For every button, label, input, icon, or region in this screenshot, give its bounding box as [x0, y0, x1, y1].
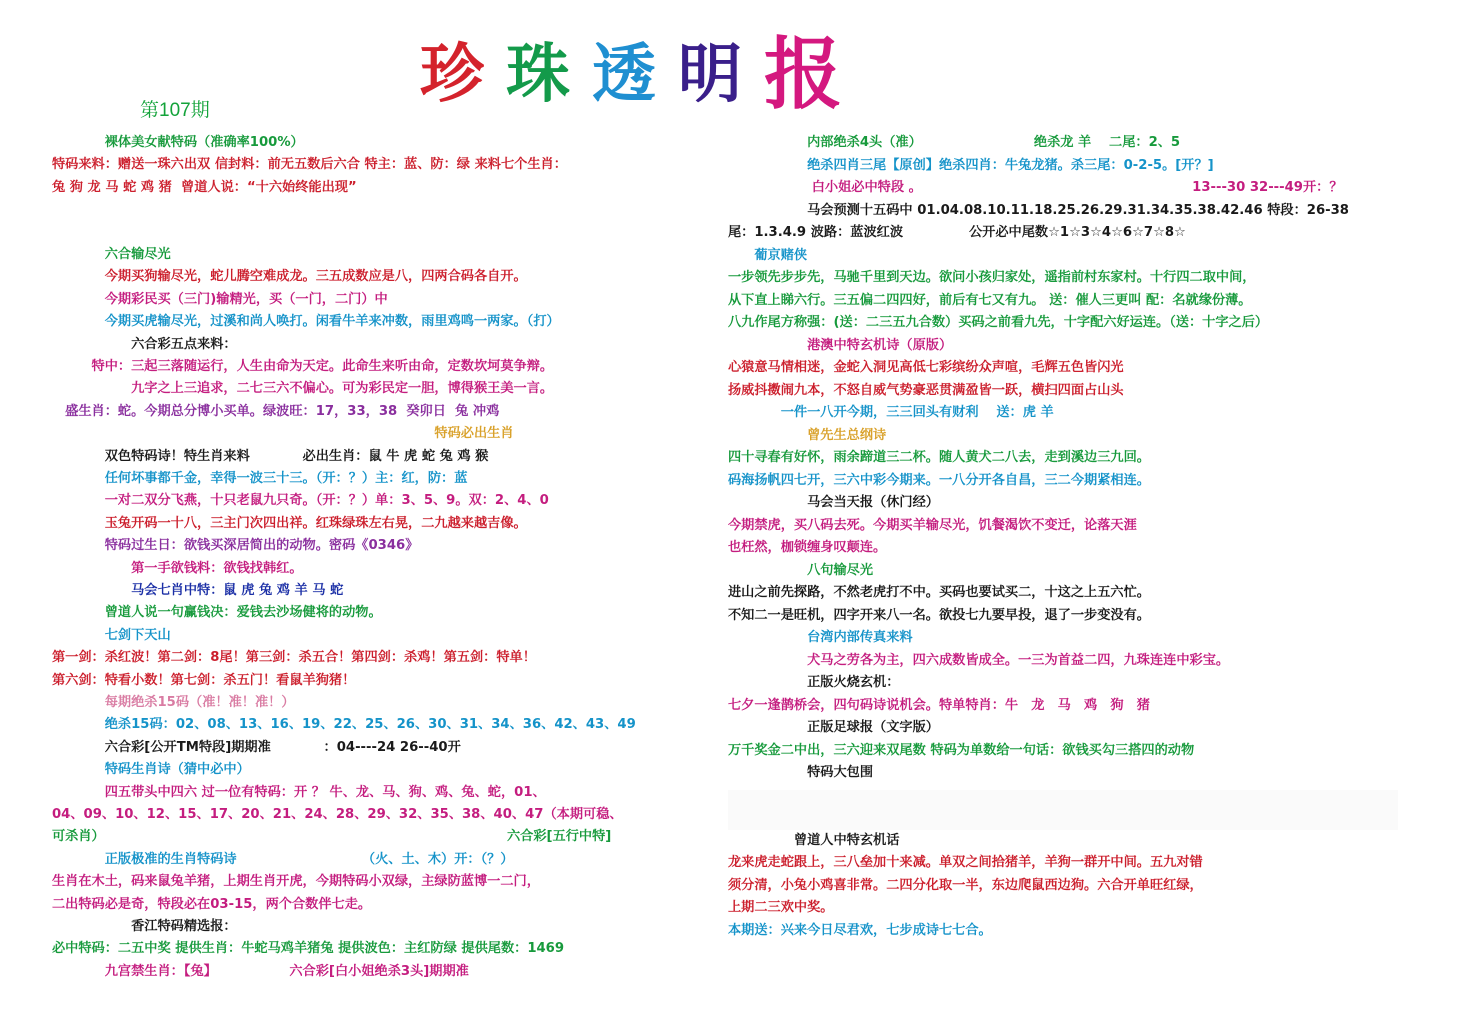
right-text-line: 葡京赌侠: [728, 247, 808, 263]
left-text-line: 九字之上三追求，二七三六不偏心。可为彩民定一胆，博得猴王美一言。: [52, 381, 554, 397]
left-text-line: 特码必出生肖: [52, 426, 514, 442]
blank-band: [728, 790, 1398, 830]
right-text-line: 特码大包围: [728, 765, 874, 780]
left-text-line: 七剑下天山: [52, 627, 171, 643]
left-text-line: 可杀肖） 六合彩[五行中特]: [52, 829, 612, 845]
right-text-line: 八句输尽光: [728, 562, 874, 578]
right-text-line: 曾先生总纲诗: [728, 427, 887, 443]
left-text-line: 今期买狗输尽光，蛇儿腾空难成龙。三五成数应是八，四两合码各自开。: [52, 269, 527, 285]
left-text-line: 六合彩[公开TM特段]期期准 ：04----24 26--40开: [52, 739, 461, 755]
left-text-line: 必中特码：二五中奖 提供生肖：牛蛇马鸡羊猪兔 提供波色：主红防绿 提供尾数：1469: [52, 941, 565, 957]
right-text-line: 白小姐必中特段 。 13---30 32---49开：？: [728, 180, 1343, 195]
right-text-line: 本期送：兴来今日尽君欢，七步成诗七七合。: [728, 922, 992, 938]
left-text-line: 四五带头中四六 过一位有特码：开 ？ 牛、龙、马、狗、鸡、兔、蛇，01、: [52, 784, 546, 800]
left-text-line: 特码生肖诗（猜中必中）: [52, 762, 250, 778]
left-text-line: 绝杀15码：02、08、13、16、19、22、25、26、30、31、34、36、42、43、49: [52, 717, 636, 733]
left-text-line: 盛生肖：蛇。今期总分博小买单。绿波旺：17，33，38 癸卯日 兔 冲鸡: [52, 403, 500, 419]
left-text-line: 生肖在木土，码来鼠兔羊猪，上期生肖开虎，今期特码小双绿，主绿防蓝博一二门，: [52, 874, 540, 890]
left-text-line: 特码过生日：欲钱买深居简出的动物。密码《0346》: [52, 538, 419, 554]
left-text-line: 双色特码诗！特生肖来料 必出生肖：鼠 牛 虎 蛇 兔 鸡 猴: [52, 448, 489, 464]
right-text-line: 从下直上睇六行。三五偏二四四好，前后有七又有九。 送：催人三更叫 配：名就缘份薄。: [728, 292, 1252, 308]
left-text-line: 曾道人说一句赢钱决：爱钱去沙场健将的动物。: [52, 605, 382, 621]
left-text-line: 九宫禁生肖：【兔】 六合彩[白小姐绝杀3头]期期准: [52, 963, 469, 979]
right-text-line: 内部绝杀4头（准） 绝杀龙 羊 二尾：2、5: [728, 135, 1181, 150]
right-text-line: 曾道人中特玄机话: [728, 832, 900, 848]
title-char-4: 明: [678, 37, 742, 112]
left-text-line: 香江特码精选报：: [52, 919, 237, 934]
left-text-line: 第一剑：杀红波！第二剑：8尾！第三剑：杀五合！第四剑：杀鸡！第五剑：特单！: [52, 650, 536, 666]
left-text-line: 今期彩民买（三门)输精光，买（一门，二门）中: [52, 291, 388, 307]
right-text-line: 也枉然，枷锁缠身叹颠连。: [728, 540, 887, 555]
left-text-line: 六合输尽光: [52, 247, 171, 262]
right-text-line: 码海扬帆四七开，三六中彩今期来。一八分开各自昌，三二今期紧相连。: [728, 472, 1150, 488]
title-char-5: 报: [764, 29, 843, 120]
left-text-line: 第一手欲钱料：欲钱找韩红。: [52, 560, 303, 576]
right-text-line: 进山之前先探路，不然老虎打不中。买码也要试买二，十这之上五六忙。: [728, 585, 1150, 600]
left-text-line: 裸体美女献特码（准确率100%）: [52, 135, 304, 150]
left-text-line: 第六剑：特看小数！第七剑：杀五门！看鼠羊狗猪！: [52, 672, 356, 688]
title-char-3: 透: [592, 37, 656, 112]
right-text-line: 须分清，小兔小鸡喜非常。二四分化取一半，东边爬鼠西边狗。六合开单旺红绿，: [728, 877, 1203, 893]
left-text-line: 特码来料：赠送一珠六出双 信封料：前无五数后六合 特主：蓝、防：绿 来料七个生肖：: [52, 157, 567, 173]
left-text-line: 玉兔开码一十八，三主门次四出祥。红珠绿珠左右晃，二九越来越吉像。: [52, 515, 527, 531]
masthead-title: [420, 30, 900, 120]
right-text-line: 马会预测十五码中 01.04.08.10.11.18.25.26.29.31.34.35.38.42.46 特段：26-38: [728, 202, 1349, 218]
left-text-line: 每期绝杀15码（准！准！准！）: [52, 695, 295, 710]
right-text-line: 尾：1.3.4.9 波路：蓝波红波 公开必中尾数☆1☆3☆4☆6☆7☆8☆: [728, 225, 1186, 240]
right-text-line: 今期禁虎，买八码去死。今期买羊输尽光，饥餐渴饮不变迁，论落天涯: [728, 517, 1137, 533]
right-text-line: 犬马之劳各为主，四六成数皆成全。一三为首益二四，九珠连连中彩宝。: [728, 652, 1230, 668]
left-text-line: 兔 狗 龙 马 蛇 鸡 猪 曾道人说：“十六始终能出现”: [52, 179, 357, 195]
left-text-line: 六合彩五点来料：: [52, 336, 237, 352]
left-text-line: 今期买虎输尽光，过溪和尚人唤打。闲看牛羊来冲数，雨里鸡鸣一两家。（打）: [52, 314, 560, 330]
title-char-2: 珠: [506, 37, 570, 112]
right-text-line: 一件一八开今期，三三回头有财利 送：虎 羊: [728, 405, 1054, 420]
right-text-line: 正版火烧玄机：: [728, 675, 900, 690]
left-text-line: 特中：三起三落随运行，人生由命为天定。此命生来听由命，定数坎坷莫争辩。: [52, 359, 554, 374]
left-text-line: 04、09、10、12、15、17、20、21、24、28、29、32、35、38、40、47（本期可稳、: [52, 807, 623, 822]
right-text-line: 港澳中特玄机诗（原版）: [728, 337, 953, 353]
right-text-line: 上期二三欢中奖。: [728, 900, 834, 915]
right-text-line: 正版足球报（文字版）: [728, 720, 939, 735]
left-text-line: 一对二双分飞燕，十只老鼠九只奇。（开：？）单：3、5、9。双：2、4、0: [52, 493, 549, 509]
left-text-line: 马会七肖中特：鼠 虎 兔 鸡 羊 马 蛇: [52, 583, 344, 598]
right-text-line: 八九作尾方称强：(送：二三五九合数）买码之前看九先，十字配六好运连。（送：十字之后）: [728, 315, 1269, 330]
right-text-line: 不知二一是旺机，四字开来八一名。欲投七九要早投，退了一步变没有。: [728, 607, 1150, 623]
left-text-line: 正版极准的生肖特码诗 （火、土、木）开：（？）: [52, 851, 514, 867]
left-text-line: 二出特码必是奇，特段必在03-15，两个合数伴七走。: [52, 896, 372, 912]
right-text-line: 四十寻春有好怀，雨余蹄道三二杯。随人黄犬二八去，走到溪边三九回。: [728, 450, 1150, 465]
right-text-line: 龙来虎走蛇跟上，三八垒加十来减。单双之间拾猪羊，羊狗一群开中间。五九对错: [728, 855, 1203, 870]
right-text-line: 绝杀四肖三尾【原创】绝杀四肖：牛兔龙猪。杀三尾：0-2-5。[开？]: [728, 157, 1214, 173]
right-text-line: 七夕一逢鹊桥会，四句码诗说机会。特单特肖：牛 龙 马 鸡 狗 猪: [728, 697, 1150, 713]
right-text-line: 心猿意马情相迷，金蛇入洞见高低七彩缤纷众声喧，毛辉五色皆闪光: [728, 360, 1124, 375]
title-char-1: 珍: [420, 37, 484, 112]
issue-number: 第107期: [140, 100, 210, 121]
left-text-line: 任何坏事都千金，幸得一波三十三。（开：？）主：红，防：蓝: [52, 471, 468, 486]
right-text-line: 一步领先步步先，马驰千里到天边。欲问小孩归家处，遥指前村东家村。十行四二取中间，: [728, 270, 1256, 285]
right-text-line: 台湾内部传真来料: [728, 630, 913, 645]
right-text-line: 万千奖金二中出，三六迎来双尾数 特码为单数给一句话：欲钱买勾三搭四的动物: [728, 742, 1195, 758]
right-text-line: 马会当天报（休门经）: [728, 495, 939, 510]
right-text-line: 扬威抖擞闹九本，不怒自威气势豪恶贯满盈皆一跃，横扫四面占山头: [728, 382, 1124, 398]
